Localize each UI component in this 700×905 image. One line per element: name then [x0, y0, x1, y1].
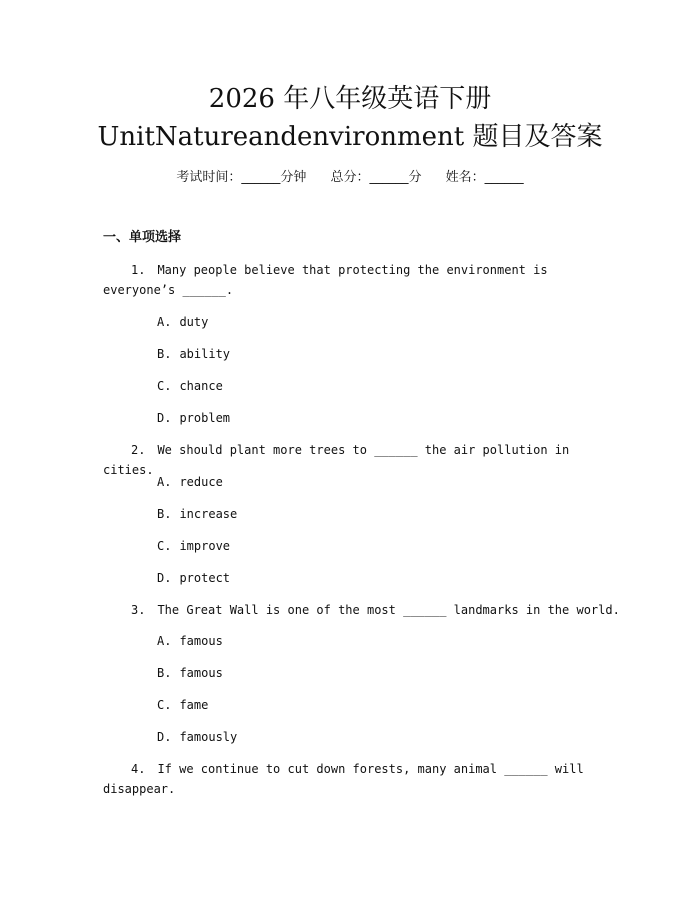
- question-number: 1.: [131, 263, 146, 277]
- option-text: famously: [179, 730, 238, 744]
- option-text: increase: [179, 507, 238, 521]
- option-letter: C.: [157, 379, 172, 393]
- exam-info-line: [0, 170, 700, 186]
- option-letter: A.: [157, 475, 172, 489]
- option-2d: [157, 570, 230, 586]
- question-text: If we continue to cut down forests, many animal ______ will disappear.: [103, 762, 584, 796]
- question-number: 4.: [131, 762, 146, 776]
- document-title-line-2: UnitNatureandenvironment 题目及答案: [97, 122, 603, 152]
- document-title-line-1: 2026 年八年级英语下册: [208, 84, 492, 114]
- option-text: improve: [179, 539, 231, 553]
- question-3: [103, 600, 623, 620]
- option-letter: B.: [157, 666, 172, 680]
- option-2c: [157, 538, 230, 554]
- option-text: chance: [179, 379, 223, 393]
- exam-time-field: 考试时间：______分钟: [176, 170, 307, 185]
- option-letter: B.: [157, 507, 172, 521]
- option-letter: D.: [157, 571, 172, 585]
- option-letter: A.: [157, 634, 172, 648]
- question-number: 3.: [131, 603, 146, 617]
- option-letter: D.: [157, 730, 172, 744]
- option-text: famous: [179, 666, 223, 680]
- option-text: ability: [179, 347, 231, 361]
- option-text: reduce: [179, 475, 223, 489]
- option-text: famous: [179, 634, 223, 648]
- option-1c: [157, 378, 223, 394]
- question-text: The Great Wall is one of the most ______ landmarks in the world.: [157, 603, 620, 617]
- option-3b: [157, 665, 223, 681]
- question-4: [103, 759, 608, 799]
- option-1b: [157, 346, 230, 362]
- option-letter: B.: [157, 347, 172, 361]
- option-1a: [157, 314, 208, 330]
- option-3c: [157, 697, 208, 713]
- question-text: Many people believe that protecting the environment is everyone’s ______.: [103, 263, 548, 297]
- option-text: fame: [179, 698, 209, 712]
- option-letter: C.: [157, 698, 172, 712]
- option-letter: C.: [157, 539, 172, 553]
- question-number: 2.: [131, 443, 146, 457]
- option-1d: [157, 410, 230, 426]
- student-name-field: 姓名：______: [445, 170, 524, 185]
- option-text: protect: [179, 571, 231, 585]
- option-letter: A.: [157, 315, 172, 329]
- question-text: We should plant more trees to ______ the air pollution in cities.: [103, 443, 570, 477]
- section-heading: 一、单项选择: [103, 230, 182, 245]
- option-3a: [157, 633, 223, 649]
- question-1: [103, 260, 608, 300]
- option-2a: [157, 474, 223, 490]
- option-3d: [157, 729, 237, 745]
- option-text: duty: [179, 315, 209, 329]
- option-2b: [157, 506, 237, 522]
- option-text: problem: [179, 411, 231, 425]
- option-letter: D.: [157, 411, 172, 425]
- total-score-field: 总分：______分: [330, 170, 422, 185]
